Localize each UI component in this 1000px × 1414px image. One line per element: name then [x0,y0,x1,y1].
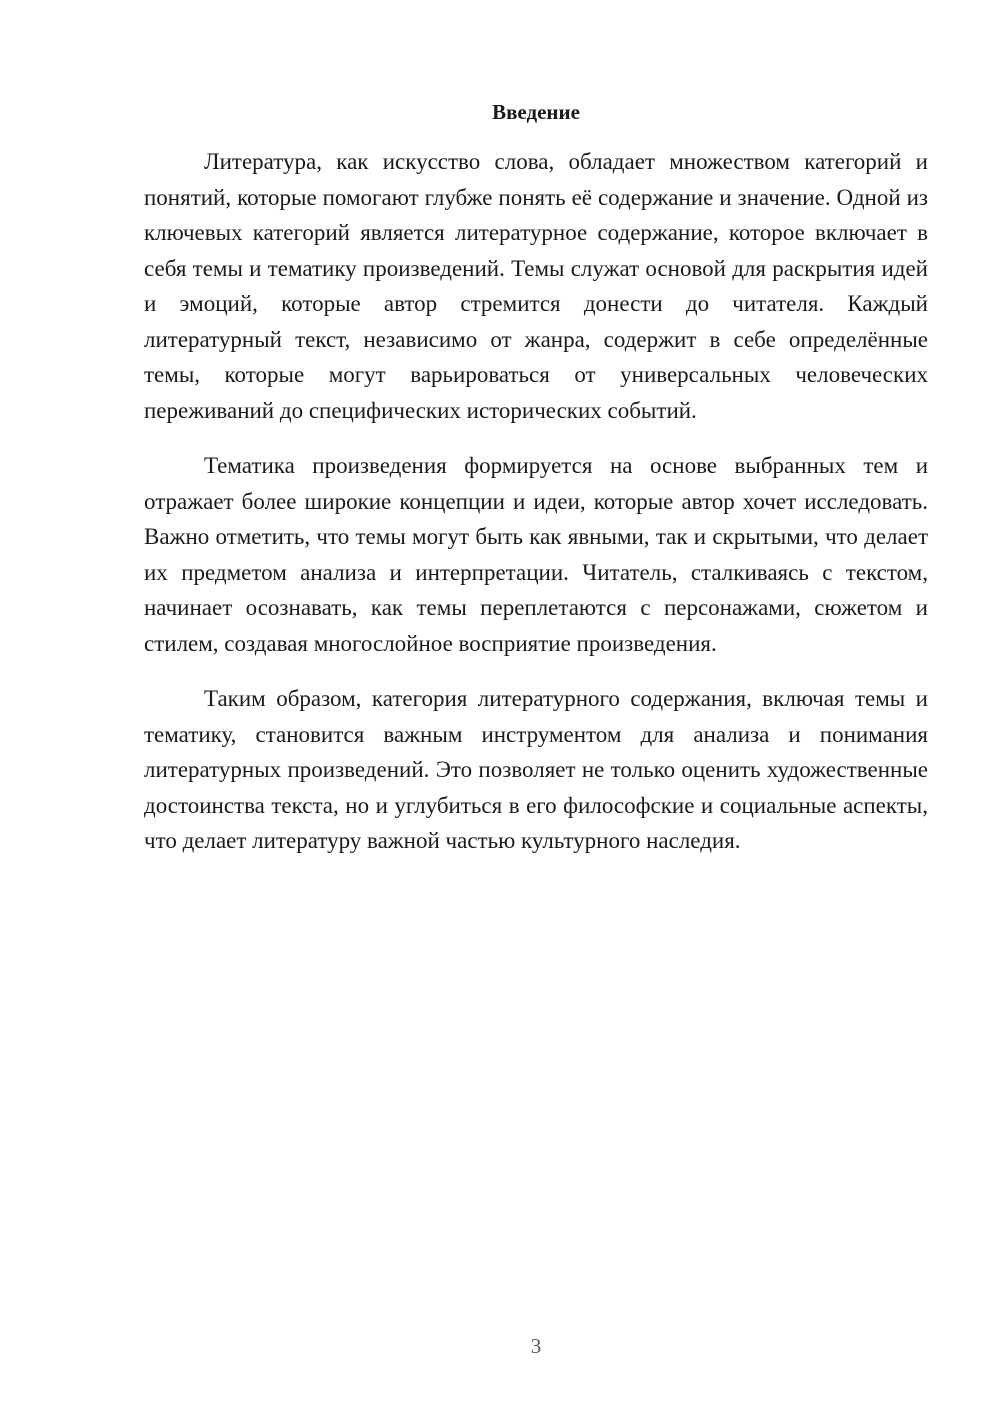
section-heading: Введение [492,100,580,124]
page-content [144,98,928,879]
paragraph-1: Литература, как искусство слова, обладает множеством категорий и понятий, которые помогают глубже понять её содержание и значение. Одной из ключевых категорий является литературное содержание, которое включает в себя темы и тематику произведений. Темы служат основой для раскрытия идей и эмоций, которые автор стремится донести до читателя. Каждый литературный текст, независимо от жанра, содержит в себе определённые темы, которые могут варьироваться от универсальных человеческих переживаний до специфических исторических событий. [144,149,928,423]
paragraph-2: Тематика произведения формируется на основе выбранных тем и отражает более широкие концепции и идеи, которые автор хочет исследовать. Важно отметить, что темы могут быть как явными, так и скрытыми, что делает их предметом анализа и интерпретации. Читатель, сталкиваясь с текстом, начинает осознавать, как темы переплетаются с персонажами, сюжетом и стилем, создавая многослойное восприятие произведения. [144,453,928,656]
page-number: 3 [530,1334,542,1358]
paragraph-3: Таким образом, категория литературного содержания, включая темы и тематику, становится важным инструментом для анализа и понимания литературных произведений. Это позволяет не только оценить художественные достоинства текста, но и углубиться в его философские и социальные аспекты, что делает литературу важной частью культурного наследия. [144,686,928,853]
